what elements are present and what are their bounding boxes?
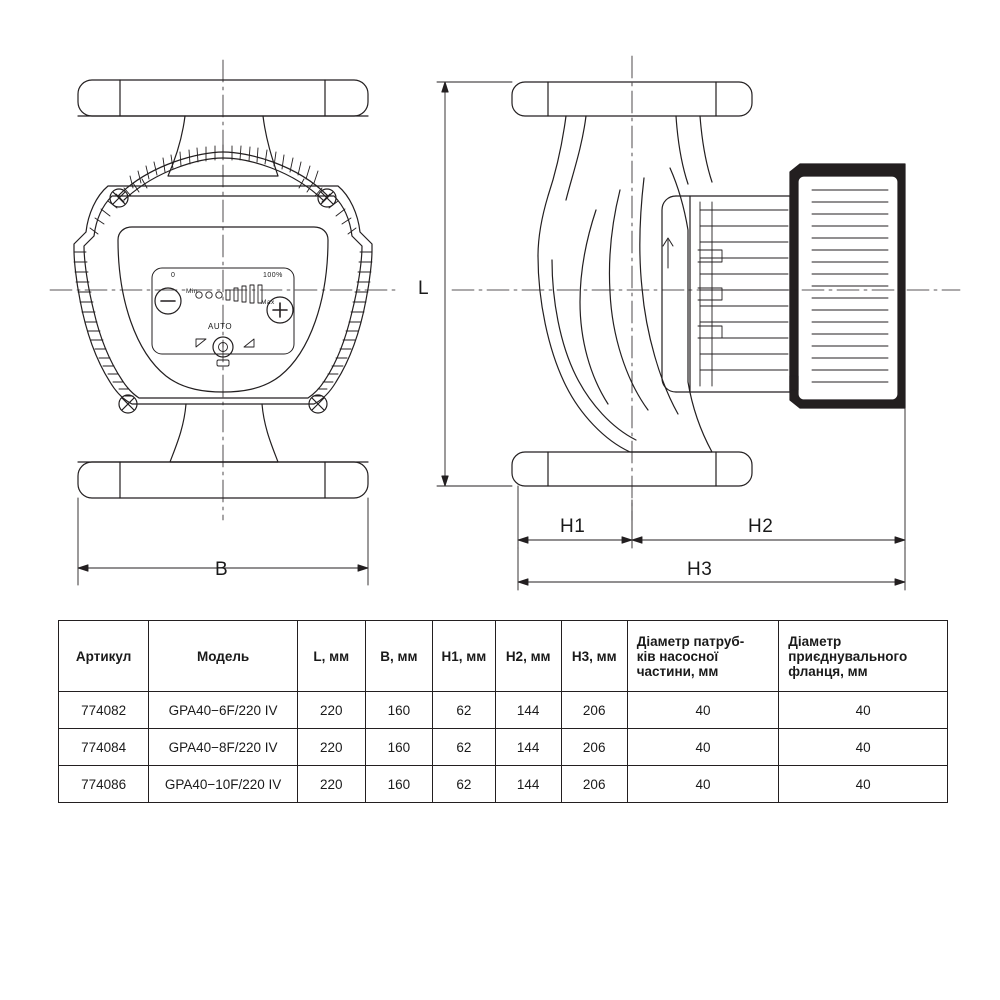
- table-row: [59, 729, 948, 766]
- cell-b: 160: [365, 692, 433, 729]
- header-diameter-pipes-line1: Діаметр патруб-: [636, 633, 745, 649]
- side-view-pump: [437, 56, 960, 590]
- cell-h1: 62: [433, 692, 496, 729]
- scale-max-label: 100%: [263, 272, 283, 279]
- dimension-label-b: B: [215, 559, 229, 580]
- header-article: Артикул: [59, 621, 149, 692]
- header-diameter-pipes: [627, 621, 779, 692]
- cell-h3: 206: [561, 729, 627, 766]
- cell-b: 160: [365, 729, 433, 766]
- header-b: B, мм: [365, 621, 433, 692]
- header-diameter-flange-line3: фланця, мм: [788, 663, 868, 679]
- header-h2: H2, мм: [495, 621, 561, 692]
- cell-article: 774082: [59, 692, 149, 729]
- cell-diameter-pipes: 40: [627, 766, 779, 803]
- cell-model: GPA40−10F/220 IV: [149, 766, 298, 803]
- cell-diameter-flange: 40: [779, 766, 948, 803]
- cell-article: 774084: [59, 729, 149, 766]
- cell-diameter-flange: 40: [779, 692, 948, 729]
- cell-model: GPA40−6F/220 IV: [149, 692, 298, 729]
- cell-h2: 144: [495, 729, 561, 766]
- header-diameter-flange: [779, 621, 948, 692]
- max-label: Max: [261, 299, 275, 306]
- cell-model: GPA40−8F/220 IV: [149, 729, 298, 766]
- dimension-label-h1: H1: [560, 516, 586, 537]
- dimension-label-l: L: [418, 278, 430, 299]
- cell-article: 774086: [59, 766, 149, 803]
- cell-h3: 206: [561, 692, 627, 729]
- cell-l: 220: [297, 766, 365, 803]
- header-diameter-pipes-line2: ків насосної: [636, 648, 719, 664]
- cell-h3: 206: [561, 766, 627, 803]
- specification-table-wrap: [58, 620, 948, 803]
- header-diameter-flange-line1: Діаметр: [788, 633, 842, 649]
- dimension-label-h3: H3: [687, 559, 713, 580]
- header-diameter-flange-line2: приєднувального: [788, 648, 908, 664]
- header-diameter-pipes-line3: частини, мм: [636, 663, 719, 679]
- cell-diameter-pipes: 40: [627, 729, 779, 766]
- cell-h2: 144: [495, 766, 561, 803]
- cell-b: 160: [365, 766, 433, 803]
- table-row: [59, 766, 948, 803]
- table-row: [59, 692, 948, 729]
- header-model: Модель: [149, 621, 298, 692]
- cell-diameter-pipes: 40: [627, 692, 779, 729]
- scale-min-label: 0: [171, 272, 176, 279]
- cell-diameter-flange: 40: [779, 729, 948, 766]
- cell-l: 220: [297, 729, 365, 766]
- table-header-row: [59, 621, 948, 692]
- cell-h1: 62: [433, 729, 496, 766]
- cell-h1: 62: [433, 766, 496, 803]
- cell-h2: 144: [495, 692, 561, 729]
- dimension-label-h2: H2: [748, 516, 774, 537]
- cell-l: 220: [297, 692, 365, 729]
- header-l: L, мм: [297, 621, 365, 692]
- auto-label: AUTO: [208, 322, 233, 331]
- specification-table: [58, 620, 948, 803]
- header-h1: H1, мм: [433, 621, 496, 692]
- header-h3: H3, мм: [561, 621, 627, 692]
- min-label: Min: [186, 288, 198, 295]
